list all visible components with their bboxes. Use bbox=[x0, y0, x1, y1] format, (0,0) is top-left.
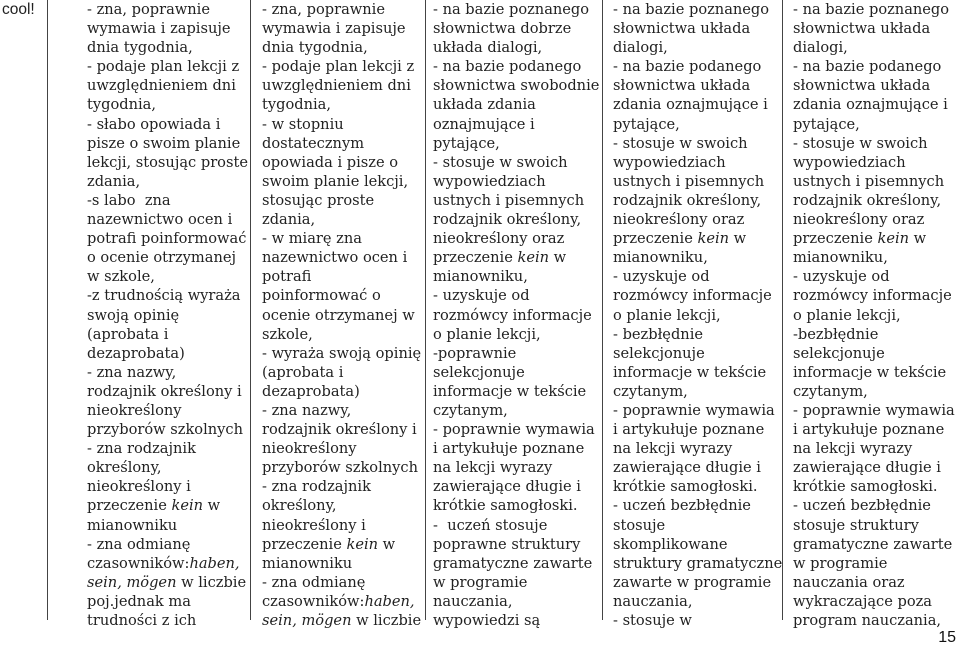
text-line: dnia tygodnia, bbox=[87, 39, 193, 57]
text-line: słownictwa układa bbox=[613, 20, 751, 38]
text-line: w programie bbox=[433, 573, 528, 591]
text-line: układa dialogi, bbox=[433, 39, 543, 57]
text-line: -s labo zna bbox=[87, 191, 171, 209]
text-line: zawarte w programie bbox=[613, 573, 772, 591]
text-line: mianowniku, bbox=[613, 249, 708, 267]
text-line: dialogi, bbox=[793, 39, 848, 57]
text-line: swoją opinię bbox=[87, 306, 180, 324]
text-line: rodzajnik określony, bbox=[793, 191, 942, 209]
text-line: zdania oznajmujące i bbox=[793, 96, 948, 114]
text-line: rodzajnik określony, bbox=[613, 191, 762, 209]
text-line: - słabo opowiada i bbox=[87, 115, 221, 133]
text-line: nazewnictwo ocen i bbox=[87, 211, 233, 229]
text-line: uwzględnieniem dni bbox=[262, 77, 411, 95]
text-line: ocenie otrzymanej w bbox=[262, 306, 415, 324]
text-line: rodzajnik określony i bbox=[87, 382, 242, 400]
text-line: swoim planie lekcji, bbox=[262, 172, 409, 190]
text-line: - w stopniu bbox=[262, 115, 344, 133]
text-line: - zna odmianę bbox=[87, 535, 191, 553]
text-line: przeczenie kein w bbox=[433, 249, 567, 267]
text-line: - zna nazwy, bbox=[87, 363, 177, 381]
text-line: - uzyskuje od bbox=[613, 268, 710, 286]
text-line: - stosuje w swoich bbox=[613, 134, 748, 152]
text-line: mianowniku, bbox=[793, 249, 888, 267]
text-line: pytające, bbox=[793, 115, 860, 133]
text-line: wypowiedziach bbox=[433, 172, 546, 190]
text-line: lekcji, stosując proste bbox=[87, 153, 248, 171]
text-line: wymawia i zapisuje bbox=[262, 20, 406, 38]
text-line: poj.jednak ma bbox=[87, 592, 191, 610]
text-line: słownictwa układa bbox=[793, 20, 931, 38]
text-line: nieokreślony oraz bbox=[433, 230, 565, 248]
column-4 bbox=[613, 0, 782, 630]
text-line: zdania oznajmujące i bbox=[613, 96, 768, 114]
text-line: - zna nazwy, bbox=[262, 401, 352, 419]
text-line: dnia tygodnia, bbox=[262, 39, 368, 57]
text-line: wykraczające poza bbox=[793, 592, 933, 610]
text-line: dialogi, bbox=[613, 39, 668, 57]
text-line: w szkole, bbox=[87, 268, 155, 286]
text-line: na lekcji wyrazy bbox=[433, 459, 553, 477]
text-line: - w miarę zna bbox=[262, 230, 362, 248]
column-divider bbox=[47, 0, 48, 620]
text-line: tygodnia, bbox=[262, 96, 331, 114]
text-line: rodzajnik określony, bbox=[433, 211, 582, 229]
text-line: wymawia i zapisuje bbox=[87, 20, 231, 38]
text-line: selekcjonuje bbox=[433, 363, 525, 381]
text-line: określony, bbox=[87, 459, 162, 477]
text-line: - wyraża swoją opinię bbox=[262, 344, 422, 362]
text-line: przyborów szkolnych bbox=[262, 459, 418, 477]
text-line: skomplikowane bbox=[613, 535, 728, 553]
text-line: stosuje struktury bbox=[793, 516, 919, 534]
text-line: - zna rodzajnik bbox=[262, 478, 371, 496]
text-line: - na bazie poznanego bbox=[793, 1, 950, 18]
text-line: - stosuje w bbox=[613, 612, 692, 629]
text-line: słownictwa swobodnie bbox=[433, 77, 600, 95]
text-line: oznajmujące i bbox=[433, 115, 535, 133]
text-line: na lekcji wyrazy bbox=[613, 440, 733, 458]
text-line: krótkie samogłoski. bbox=[793, 478, 938, 496]
text-line: czasowników:haben, bbox=[262, 592, 415, 610]
text-line: - na bazie podanego bbox=[433, 58, 582, 76]
text-line: i artykułuje poznane bbox=[793, 421, 945, 439]
text-line: nauczania oraz bbox=[793, 573, 905, 591]
column-0 bbox=[2, 0, 35, 19]
text-line: rozmówcy informacje bbox=[433, 306, 592, 324]
text-line: o planie lekcji, bbox=[613, 306, 721, 324]
text-line: o ocenie otrzymanej bbox=[87, 249, 237, 267]
text-line: (aprobata i bbox=[262, 363, 344, 381]
text-line: nieokreślony i bbox=[87, 478, 191, 496]
text-line: poinformować o bbox=[262, 287, 381, 305]
text-line: ustnych i pisemnych bbox=[433, 191, 585, 209]
text-line: nieokreślony oraz bbox=[613, 211, 745, 229]
text-line: - uczeń bezbłędnie bbox=[793, 497, 931, 515]
text-line: -z trudnością wyraża bbox=[87, 287, 241, 305]
text-line: - na bazie podanego bbox=[793, 58, 942, 76]
text-line: krótkie samogłoski. bbox=[433, 497, 578, 515]
text-line: nieokreślony oraz bbox=[793, 211, 925, 229]
text-line: selekcjonuje bbox=[613, 344, 705, 362]
text-line: - podaje plan lekcji z bbox=[262, 58, 415, 76]
text-line: mianowniku bbox=[87, 516, 178, 534]
text-line: słownictwa dobrze bbox=[433, 20, 572, 38]
text-line: pytające, bbox=[613, 115, 680, 133]
text-line: nieokreślony bbox=[262, 440, 357, 458]
text-line: zdania, bbox=[262, 211, 316, 229]
text-line: - na bazie poznanego bbox=[433, 1, 590, 18]
text-line: - uczeń stosuje bbox=[433, 516, 548, 534]
text-line: zdania, bbox=[87, 172, 141, 190]
text-line: mianowniku bbox=[262, 554, 353, 572]
text-line: - uzyskuje od bbox=[793, 268, 890, 286]
text-line: - poprawnie wymawia bbox=[433, 421, 595, 439]
text-line: wypowiedziach bbox=[613, 153, 726, 171]
text-line: układa zdania bbox=[433, 96, 536, 114]
text-line: mianowniku, bbox=[433, 268, 528, 286]
text-line: czasowników:haben, bbox=[87, 554, 240, 572]
page-number: 15 bbox=[938, 629, 956, 646]
text-line: -bezbłędnie bbox=[793, 325, 879, 343]
text-line: sein, mögen w liczbie bbox=[262, 612, 422, 629]
text-line: - stosuje w swoich bbox=[793, 134, 928, 152]
text-line: pisze o swoim planie bbox=[87, 134, 241, 152]
column-divider bbox=[250, 0, 251, 620]
text-line: - na bazie poznanego bbox=[613, 1, 770, 18]
text-line: informacje w tekście bbox=[793, 363, 947, 381]
text-line: - bezbłędnie bbox=[613, 325, 703, 343]
text-line: - zna, poprawnie bbox=[87, 1, 210, 18]
text-line: - zna rodzajnik bbox=[87, 440, 196, 458]
text-line: wypowiedzi są bbox=[433, 612, 541, 629]
text-line: informacje w tekście bbox=[433, 382, 587, 400]
text-line: rodzajnik określony i bbox=[262, 421, 417, 439]
text-line: - uczeń bezbłędnie bbox=[613, 497, 751, 515]
text-line: struktury gramatyczne bbox=[613, 554, 783, 572]
text-line: - na bazie podanego bbox=[613, 58, 762, 76]
text-line: - zna, poprawnie bbox=[262, 1, 385, 18]
text-line: - poprawnie wymawia bbox=[613, 401, 775, 419]
column-divider bbox=[425, 0, 426, 620]
column-5 bbox=[793, 0, 955, 630]
text-line: sein, mögen w liczbie bbox=[87, 573, 247, 591]
text-line: - uzyskuje od bbox=[433, 287, 530, 305]
text-line: nauczania, bbox=[613, 592, 693, 610]
text-line: czytanym, bbox=[613, 382, 688, 400]
text-line: -poprawnie bbox=[433, 344, 517, 362]
text-line: cool! bbox=[2, 1, 35, 18]
text-line: gramatyczne zawarte bbox=[793, 535, 953, 553]
text-line: program nauczania, bbox=[793, 612, 942, 629]
text-line: nazewnictwo ocen i bbox=[262, 249, 408, 267]
text-line: przeczenie kein w bbox=[262, 535, 396, 553]
text-line: dezaprobata) bbox=[262, 382, 360, 400]
text-line: i artykułuje poznane bbox=[433, 440, 585, 458]
text-line: przeczenie kein w bbox=[87, 497, 221, 515]
text-line: nieokreślony i bbox=[262, 516, 366, 534]
text-line: opowiada i pisze o bbox=[262, 153, 399, 171]
text-line: ustnych i pisemnych bbox=[793, 172, 945, 190]
text-line: informacje w tekście bbox=[613, 363, 767, 381]
text-line: dostatecznym bbox=[262, 134, 365, 152]
text-line: nauczania, bbox=[433, 592, 513, 610]
text-line: potrafi poinformować bbox=[87, 230, 247, 248]
text-line: słownictwa układa bbox=[613, 77, 751, 95]
text-line: w programie bbox=[793, 554, 888, 572]
text-line: ustnych i pisemnych bbox=[613, 172, 765, 190]
text-line: potrafi bbox=[262, 268, 312, 286]
text-line: i artykułuje poznane bbox=[613, 421, 765, 439]
text-line: selekcjonuje bbox=[793, 344, 885, 362]
text-line: dezaprobata) bbox=[87, 344, 185, 362]
text-line: szkole, bbox=[262, 325, 313, 343]
column-divider bbox=[602, 0, 603, 620]
text-line: trudności z ich bbox=[87, 612, 197, 629]
text-line: zawierające długie i bbox=[433, 478, 581, 496]
text-line: - poprawnie wymawia bbox=[793, 401, 955, 419]
text-line: określony, bbox=[262, 497, 337, 515]
text-line: poprawne struktury bbox=[433, 535, 581, 553]
text-line: wypowiedziach bbox=[793, 153, 906, 171]
text-line: stosuje bbox=[613, 516, 666, 534]
text-line: przeczenie kein w bbox=[613, 230, 747, 248]
text-line: czytanym, bbox=[793, 382, 868, 400]
text-line: na lekcji wyrazy bbox=[793, 440, 913, 458]
text-line: pytające, bbox=[433, 134, 500, 152]
text-line: czytanym, bbox=[433, 401, 508, 419]
text-line: stosując proste bbox=[262, 191, 375, 209]
text-line: gramatyczne zawarte bbox=[433, 554, 593, 572]
text-line: o planie lekcji, bbox=[793, 306, 901, 324]
text-line: nieokreślony bbox=[87, 401, 182, 419]
column-3 bbox=[433, 0, 599, 630]
column-2 bbox=[262, 0, 421, 630]
text-line: (aprobata i bbox=[87, 325, 169, 343]
text-line: słownictwa układa bbox=[793, 77, 931, 95]
text-line: - zna odmianę bbox=[262, 573, 366, 591]
text-line: rozmówcy informacje bbox=[793, 287, 952, 305]
column-1 bbox=[87, 0, 248, 630]
text-line: krótkie samogłoski. bbox=[613, 478, 758, 496]
text-line: - podaje plan lekcji z bbox=[87, 58, 240, 76]
text-line: rozmówcy informacje bbox=[613, 287, 772, 305]
text-line: - stosuje w swoich bbox=[433, 153, 568, 171]
text-line: uwzględnieniem dni bbox=[87, 77, 236, 95]
text-line: przeczenie kein w bbox=[793, 230, 927, 248]
text-line: tygodnia, bbox=[87, 96, 156, 114]
text-line: przyborów szkolnych bbox=[87, 421, 243, 439]
text-line: o planie lekcji, bbox=[433, 325, 541, 343]
text-line: zawierające długie i bbox=[793, 459, 941, 477]
text-line: zawierające długie i bbox=[613, 459, 761, 477]
